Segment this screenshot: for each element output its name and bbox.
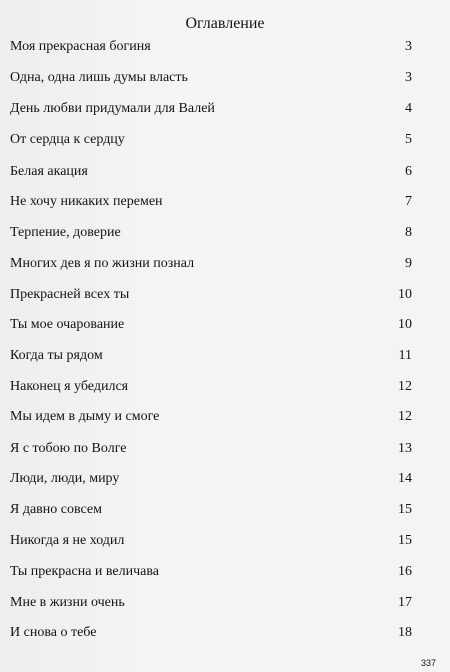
toc-entry-title: Ты прекрасна и величава xyxy=(10,564,160,579)
toc-entry-title: От сердца к сердцу xyxy=(10,132,125,147)
toc-entry-title: Никогда я не ходил xyxy=(10,533,125,548)
toc-entry-title: Когда ты рядом xyxy=(10,348,103,363)
toc-entry-title: Я с тобою по Волге xyxy=(10,441,127,456)
toc-entry xyxy=(0,101,450,121)
toc-entry xyxy=(0,502,450,522)
toc-entry-page: 12 xyxy=(398,379,412,394)
toc-entry xyxy=(0,379,450,399)
toc-heading: Оглавление xyxy=(185,15,265,32)
toc-entry xyxy=(0,564,450,584)
toc-entry-page: 10 xyxy=(398,317,412,332)
toc-entry-title: Моя прекрасная богиня xyxy=(10,39,151,54)
toc-entry-title: Наконец я убедился xyxy=(10,379,129,394)
toc-entry-page: 13 xyxy=(398,441,412,456)
toc-entry-page: 10 xyxy=(398,287,412,302)
toc-entry xyxy=(0,132,450,152)
toc-entry xyxy=(0,164,450,184)
page-number: 337 xyxy=(420,658,436,668)
toc-entry-title: Мы идем в дыму и смоге xyxy=(10,409,160,424)
toc-entry xyxy=(0,287,450,307)
toc-entry xyxy=(0,317,450,337)
toc-entry-title: Не хочу никаких перемен xyxy=(10,194,163,209)
toc-entry-page: 9 xyxy=(405,256,412,271)
toc-entry xyxy=(0,471,450,491)
toc-entry-page: 11 xyxy=(398,348,412,363)
toc-entry-title: Мне в жизни очень xyxy=(10,595,125,610)
toc-entry-page: 7 xyxy=(405,194,412,209)
toc-entry xyxy=(0,441,450,461)
toc-entry-title: Прекрасней всех ты xyxy=(10,287,130,302)
toc-entry-title: Многих дев я по жизни познал xyxy=(10,256,195,271)
toc-entry-page: 14 xyxy=(398,471,412,486)
toc-entry xyxy=(0,256,450,276)
toc-entry xyxy=(0,225,450,245)
toc-entry-page: 8 xyxy=(405,225,412,240)
toc-entry-page: 12 xyxy=(398,409,412,424)
toc-entry xyxy=(0,409,450,429)
toc-entry-title: Люди, люди, миру xyxy=(10,471,120,486)
toc-entry-title: Терпение, доверие xyxy=(10,225,121,240)
toc-entry-page: 18 xyxy=(398,625,412,640)
toc-entry-page: 3 xyxy=(405,70,412,85)
toc-entry-page: 4 xyxy=(405,101,412,116)
toc-entry-title: День любви придумали для Валей xyxy=(10,101,215,116)
toc-entry xyxy=(0,70,450,90)
toc-entry-title: Я давно совсем xyxy=(10,502,102,517)
toc-entry-page: 15 xyxy=(398,502,412,517)
toc-entry xyxy=(0,194,450,214)
toc-entry xyxy=(0,533,450,553)
toc-entry-title: Ты мое очарование xyxy=(10,317,125,332)
toc-entry-page: 3 xyxy=(405,39,412,54)
toc-entry-page: 6 xyxy=(405,164,412,179)
toc-entry xyxy=(0,39,450,59)
toc-entry xyxy=(0,348,450,368)
toc-entry-page: 16 xyxy=(398,564,412,579)
toc-entry xyxy=(0,595,450,615)
toc-entry-page: 5 xyxy=(405,132,412,147)
toc-entry-page: 17 xyxy=(398,595,412,610)
toc-entry-title: И снова о тебе xyxy=(10,625,97,640)
toc-entry xyxy=(0,625,450,645)
toc-entry-title: Одна, одна лишь думы власть xyxy=(10,70,188,85)
toc-entry-page: 15 xyxy=(398,533,412,548)
toc-entry-title: Белая акация xyxy=(10,164,88,179)
